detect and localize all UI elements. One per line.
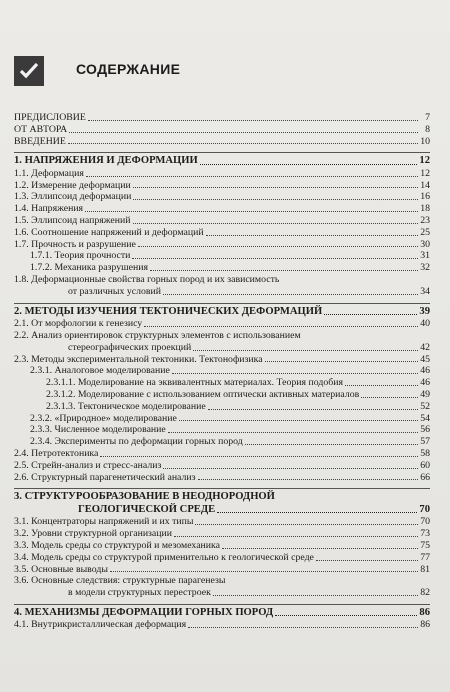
- entry-title: 2.6. Структурный парагенетический анализ: [14, 471, 196, 483]
- dot-leader: [245, 444, 418, 445]
- page-number: 7: [425, 112, 430, 123]
- toc-title: СОДЕРЖАНИЕ: [76, 61, 181, 77]
- entry-title-line1: 2.2. Анализ ориентировок структурных элементов с использованием: [14, 329, 301, 341]
- entry-title: 1.2. Измерение деформации: [14, 179, 131, 191]
- toc-entry[interactable]: [14, 191, 430, 203]
- dot-leader: [133, 187, 418, 188]
- toc-entry[interactable]: [14, 619, 430, 631]
- chapter-heading[interactable]: [14, 303, 430, 319]
- toc-entry[interactable]: [14, 516, 430, 528]
- dot-leader: [163, 294, 418, 295]
- toc-entry[interactable]: [14, 424, 430, 436]
- page-number: 30: [420, 238, 430, 250]
- dot-leader: [324, 314, 417, 315]
- page-number: 75: [420, 539, 430, 551]
- toc-entry[interactable]: [14, 262, 430, 274]
- toc-entry[interactable]: [14, 250, 430, 262]
- toc-entry[interactable]: [14, 136, 430, 148]
- entry-title: 2.3.1.1. Моделирование на эквивалентных материалах. Теория подобия: [46, 377, 343, 389]
- entry-title: 4.1. Внутрикристаллическая деформация: [14, 619, 187, 631]
- dot-leader: [174, 536, 418, 537]
- entry-title: 2.3. Методы экспериментальной тектоники. Тектонофизика: [14, 353, 263, 365]
- page-number: 40: [420, 318, 430, 330]
- dot-leader: [144, 326, 418, 327]
- toc-entry[interactable]: [14, 274, 430, 298]
- page-number: 23: [420, 215, 430, 227]
- entry-title: 1.7.1. Теория прочности: [30, 250, 131, 262]
- entry-title: 2.1. От морфологии к генезису: [14, 318, 143, 330]
- dot-leader: [110, 571, 418, 572]
- entry-title: 3.5. Основные выводы: [14, 563, 108, 575]
- page-number: 42: [420, 341, 430, 353]
- toc-entry[interactable]: [14, 124, 430, 136]
- chapter-heading[interactable]: [14, 152, 430, 168]
- page-number: 81: [420, 563, 430, 575]
- dot-leader: [168, 432, 418, 433]
- page-number: 86: [420, 619, 430, 631]
- entry-title: 2.3.1.2. Моделирование с использованием оптически активных материалов: [46, 388, 360, 400]
- toc-entry[interactable]: [14, 540, 430, 552]
- entry-title: 1.1. Деформация: [14, 167, 84, 179]
- toc-entry[interactable]: [14, 377, 430, 389]
- entry-title: 1. НАПРЯЖЕНИЯ И ДЕФОРМАЦИИ: [14, 155, 198, 167]
- toc-entry[interactable]: [14, 564, 430, 576]
- page-number: 56: [420, 424, 430, 436]
- dot-leader: [150, 270, 418, 271]
- entry-title: 2.4. Петротектоника: [14, 447, 99, 459]
- dot-leader: [345, 385, 418, 386]
- entry-title: 1.6. Соотношение напряжений и деформаций: [14, 226, 204, 238]
- dot-leader: [133, 199, 418, 200]
- toc-entry[interactable]: [14, 354, 430, 366]
- dot-leader: [138, 246, 418, 247]
- dot-leader: [265, 361, 418, 362]
- dot-leader: [208, 409, 418, 410]
- dot-leader: [198, 479, 419, 480]
- entry-title: 2.3.1. Аналоговое моделирование: [30, 365, 170, 377]
- dot-leader: [361, 397, 418, 398]
- entry-title: 1.7. Прочность и разрушение: [14, 238, 136, 250]
- entry-title: 1.4. Напряжения: [14, 203, 84, 215]
- toc-entry[interactable]: [14, 239, 430, 251]
- chapter-heading[interactable]: [14, 488, 430, 516]
- toc-entry[interactable]: [14, 180, 430, 192]
- page-number: 12: [419, 155, 430, 167]
- toc-entry[interactable]: [14, 552, 430, 564]
- page-number: 82: [420, 587, 430, 599]
- dot-leader: [316, 560, 418, 561]
- entry-title: 4. МЕХАНИЗМЫ ДЕФОРМАЦИИ ГОРНЫХ ПОРОД: [14, 606, 274, 618]
- entry-title: 2.5. Стрейн-анализ и стресс-анализ: [14, 459, 162, 471]
- dot-leader: [222, 548, 418, 549]
- toc-entry[interactable]: [14, 528, 430, 540]
- toc-entry[interactable]: [14, 436, 430, 448]
- toc-entry[interactable]: [14, 112, 430, 124]
- page-number: 54: [420, 412, 430, 424]
- page-number: 25: [420, 226, 430, 238]
- page-number: 77: [420, 551, 430, 563]
- table-of-contents: [14, 112, 430, 631]
- page-number: 31: [420, 250, 430, 262]
- dot-leader: [163, 468, 418, 469]
- entry-title: в модели структурных перестроек: [68, 587, 211, 599]
- toc-entry[interactable]: [14, 330, 430, 354]
- page-number: 16: [420, 191, 430, 203]
- toc-entry[interactable]: [14, 365, 430, 377]
- page-number: 70: [420, 516, 430, 528]
- dot-leader: [69, 132, 418, 133]
- toc-entry[interactable]: [14, 215, 430, 227]
- page-number: 34: [420, 285, 430, 297]
- page-number: 14: [420, 179, 430, 191]
- entry-title: ВВЕДЕНИЕ: [14, 135, 66, 147]
- dot-leader: [85, 211, 418, 212]
- entry-title: стереографических проекций: [68, 341, 192, 353]
- toc-entry[interactable]: [14, 203, 430, 215]
- toc-entry[interactable]: [14, 227, 430, 239]
- page-number: 8: [425, 123, 430, 135]
- entry-title: 2. МЕТОДЫ ИЗУЧЕНИЯ ТЕКТОНИЧЕСКИХ ДЕФОРМАЦИЙ: [14, 305, 323, 317]
- dot-leader: [193, 350, 418, 351]
- entry-title: ПРЕДИСЛОВИЕ: [14, 112, 86, 123]
- toc-header: [14, 56, 314, 86]
- dot-leader: [86, 176, 418, 177]
- dot-leader: [275, 615, 417, 616]
- page-number: 57: [420, 436, 430, 448]
- dot-leader: [217, 512, 417, 513]
- page-number: 18: [420, 203, 430, 215]
- page-number: 10: [420, 135, 430, 147]
- entry-title: 1.7.2. Механика разрушения: [30, 262, 148, 274]
- entry-title: 2.3.3. Численное моделирование: [30, 424, 166, 436]
- dot-leader: [188, 627, 418, 628]
- page-number: 73: [420, 528, 430, 540]
- toc-entry[interactable]: [14, 460, 430, 472]
- dot-leader: [195, 524, 418, 525]
- dot-leader: [213, 595, 418, 596]
- toc-entry[interactable]: [14, 401, 430, 413]
- entry-title: 3.3. Модель среды со структурой и мезомеханика: [14, 539, 220, 551]
- toc-entry[interactable]: [14, 448, 430, 460]
- entry-title: 3.2. Уровни структурной организации: [14, 528, 173, 540]
- dot-leader: [133, 223, 419, 224]
- page-number: 70: [419, 503, 430, 515]
- dot-leader: [200, 164, 418, 165]
- dot-leader: [132, 258, 418, 259]
- entry-title-line1: 1.8. Деформационные свойства горных пород и их зависимость: [14, 274, 280, 286]
- page-number: 66: [420, 471, 430, 483]
- page-number: 46: [420, 365, 430, 377]
- entry-title-line1: 3.6. Основные следствия: структурные парагенезы: [14, 575, 226, 587]
- dot-leader: [172, 373, 418, 374]
- entry-title: 3.4. Модель среды со структурой применительно к геологической среде: [14, 551, 314, 563]
- dot-leader: [206, 235, 418, 236]
- page-number: 52: [420, 400, 430, 412]
- page-number: 49: [420, 388, 430, 400]
- dot-leader: [100, 456, 418, 457]
- entry-title: 2.3.1.3. Тектоническое моделирование: [46, 400, 206, 412]
- page-number: 60: [420, 459, 430, 471]
- entry-title: ОТ АВТОРА: [14, 123, 68, 135]
- entry-title: от различных условий: [68, 285, 161, 297]
- page-number: 39: [419, 305, 430, 317]
- page-number: 46: [420, 377, 430, 389]
- page-number: 58: [420, 447, 430, 459]
- entry-title: ГЕОЛОГИЧЕСКОЙ СРЕДЕ: [78, 503, 216, 515]
- chapter-heading[interactable]: [14, 604, 430, 620]
- toc-entry[interactable]: [14, 318, 430, 330]
- entry-title-line1: 3. СТРУКТУРООБРАЗОВАНИЕ В НЕОДНОРОДНОЙ: [14, 491, 275, 503]
- page-number: 45: [420, 353, 430, 365]
- checkmark-icon: [14, 56, 44, 86]
- page-number: 86: [419, 606, 430, 618]
- dot-leader: [68, 143, 418, 144]
- toc-entry[interactable]: [14, 389, 430, 401]
- entry-title: 1.5. Эллипсоид напряжений: [14, 215, 131, 227]
- entry-title: 1.3. Эллипсоид деформации: [14, 191, 132, 203]
- page-number: 12: [420, 167, 430, 179]
- toc-entry[interactable]: [14, 472, 430, 484]
- entry-title: 2.3.4. Эксперименты по деформации горных пород: [30, 436, 243, 448]
- entry-title: 3.1. Концентраторы напряжений и их типы: [14, 516, 194, 528]
- toc-entry[interactable]: [14, 413, 430, 425]
- toc-entry[interactable]: [14, 168, 430, 180]
- entry-title: 2.3.2. «Природное» моделирование: [30, 412, 177, 424]
- page-number: 32: [420, 262, 430, 274]
- dot-leader: [88, 120, 418, 121]
- dot-leader: [179, 420, 418, 421]
- toc-entry[interactable]: [14, 575, 430, 599]
